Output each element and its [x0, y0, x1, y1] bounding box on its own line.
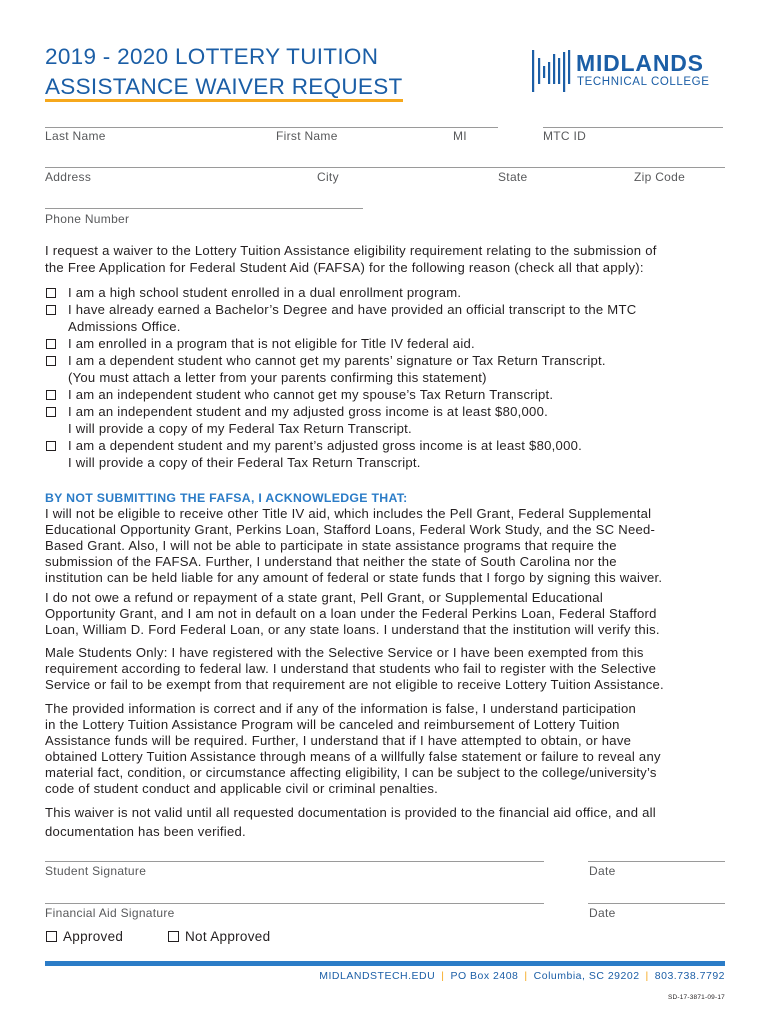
checkbox[interactable]	[46, 931, 57, 942]
checkbox[interactable]	[46, 407, 56, 417]
mi-label: MI	[453, 129, 467, 143]
documentation-paragraph: This waiver is not valid until all requested documentation is provided to the financial aid office, and all documentation has been verified.	[45, 805, 656, 839]
checkbox[interactable]	[46, 390, 56, 400]
financial-aid-signature-label: Financial Aid Signature	[45, 906, 175, 920]
footer-city: Columbia, SC 29202	[533, 970, 640, 982]
reason-independent-high-income[interactable]: I am an independent student and my adjusted gross income is at least $80,000. I will provide a copy of my Federal Tax Return Transcript.	[45, 403, 725, 437]
phone-number-label: Phone Number	[45, 212, 130, 226]
reason-not-title-iv-eligible[interactable]: I am enrolled in a program that is not eligible for Title IV federal aid.	[45, 335, 725, 352]
acknowledgement-heading: BY NOT SUBMITTING THE FAFSA, I ACKNOWLEDGE THAT:	[45, 491, 408, 505]
first-name-label: First Name	[276, 129, 338, 143]
checkbox[interactable]	[168, 931, 179, 942]
footer-website[interactable]: MIDLANDSTECH.EDU	[319, 970, 436, 982]
address-label: Address	[45, 170, 92, 184]
reason-bachelors-degree[interactable]: I have already earned a Bachelor’s Degree and have provided an official transcript to the MTC Admissions Office.	[45, 301, 725, 335]
approved-label: Approved	[63, 929, 124, 944]
reason-dependent-high-income[interactable]: I am a dependent student and my parent’s adjusted gross income is at least $80,000. I will provide a copy of their Federal Tax Return Transcript.	[45, 437, 725, 471]
mtc-id-label: MTC ID	[543, 129, 587, 143]
title-line-1: 2019 - 2020 LOTTERY TUITION	[45, 44, 379, 69]
reason-independent-no-spouse-transcript[interactable]: I am an independent student who cannot get my spouse’s Tax Return Transcript.	[45, 386, 725, 403]
page-title	[45, 42, 465, 102]
checkbox[interactable]	[46, 288, 56, 298]
city-label: City	[317, 170, 339, 184]
student-signature-line[interactable]	[45, 861, 544, 862]
college-logo	[530, 48, 730, 94]
financial-aid-date-line[interactable]	[588, 903, 725, 904]
checkbox[interactable]	[46, 339, 56, 349]
reason-dual-enrollment[interactable]: I am a high school student enrolled in a dual enrollment program.	[45, 284, 725, 301]
state-label: State	[498, 170, 528, 184]
title-underline	[45, 99, 403, 102]
form-code: SD-17-3871-09-17	[667, 994, 725, 1001]
checkbox[interactable]	[46, 305, 56, 315]
zip-code-label: Zip Code	[634, 170, 686, 184]
information-accuracy-paragraph: The provided information is correct and if any of the information is false, I understand participation in the Lottery Tuition Assistance Program will be canceled and reimbursement of Lottery Tuition Assistance funds will be required. Further, I understand that if I have attempted to obtain, or have obtained Lottery Tuition Assistance through means of a willfully false statement or failure to reveal any material fact, condition, or circumstance affecting eligibility, I can be subject to the college/university’s code of student conduct and applicable civil or criminal penalties.	[45, 701, 661, 796]
reasons-checklist	[45, 284, 725, 471]
bars-logo-icon	[530, 48, 574, 94]
logo-subtitle: TECHNICAL COLLEGE	[577, 76, 710, 88]
intro-paragraph: I request a waiver to the Lottery Tuition Assistance eligibility requirement relating to the submission of the Free Application for Federal Student Aid (FAFSA) for the following reason (check all that apply):	[45, 243, 657, 275]
name-input-line[interactable]	[45, 127, 498, 128]
not-approved-label: Not Approved	[185, 929, 271, 944]
acknowledgement-paragraph-2: I do not owe a refund or repayment of a state grant, Pell Grant, or Supplemental Educational Opportunity Grant, and I am not in default on a loan under the Federal Perkins Loan, Federal Stafford Loan, William D. Ford Federal Loan, or any state loans. I understand that the institution will verify this.	[45, 590, 660, 637]
student-date-line[interactable]	[588, 861, 725, 862]
logo-name: MIDLANDS	[576, 50, 704, 76]
approved-option[interactable]	[46, 928, 123, 945]
student-signature-label: Student Signature	[45, 864, 147, 878]
footer-phone: 803.738.7792	[654, 970, 725, 982]
phone-input-line[interactable]	[45, 208, 363, 209]
mtc-id-input-line[interactable]	[543, 127, 723, 128]
address-input-line[interactable]	[45, 167, 725, 168]
checkbox[interactable]	[46, 356, 56, 366]
acknowledgement-paragraph-1: I will not be eligible to receive other Title IV aid, which includes the Pell Grant, Federal Supplemental Educational Opportunity Grant, Perkins Loan, Stafford Loans, Federal Work Study, and the SC Need- Based Grant. Also, I will not be able to participate in state assistance programs that require the submission of the FAFSA. Further, I understand that neither the state of South Carolina nor the institution can be held liable for any amount of federal or state funds that I forgo by signing this waiver.	[45, 506, 663, 585]
title-line-2: ASSISTANCE WAIVER REQUEST	[45, 74, 403, 99]
reason-dependent-no-parent-signature[interactable]: I am a dependent student who cannot get my parents’ signature or Tax Return Transcript. (You must attach a letter from your parents confirming this statement)	[45, 352, 725, 386]
not-approved-option[interactable]	[168, 928, 270, 945]
checkbox[interactable]	[46, 441, 56, 451]
footer-po-box: PO Box 2408	[450, 970, 519, 982]
student-date-label: Date	[589, 864, 616, 878]
selective-service-paragraph: Male Students Only: I have registered with the Selective Service or I have been exempted from this requirement according to federal law. I understand that students who fail to register with the Selective Service or fail to be exempt from that requirement are not eligible to receive Lottery Tuition Assistance.	[45, 645, 664, 692]
footer-divider	[45, 961, 725, 966]
footer-contact: MIDLANDSTECH.EDU | PO Box 2408 | Columbia, SC 29202 | 803.738.7792	[319, 970, 725, 982]
financial-aid-signature-line[interactable]	[45, 903, 544, 904]
last-name-label: Last Name	[45, 129, 106, 143]
financial-aid-date-label: Date	[589, 906, 616, 920]
